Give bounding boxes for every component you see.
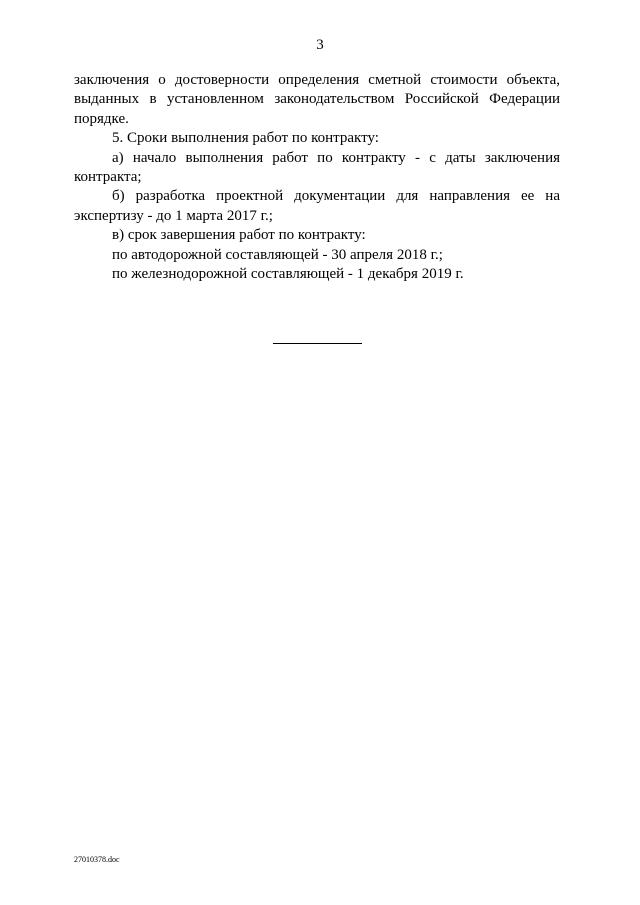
item-a-paragraph: а) начало выполнения работ по контракту - с даты заключения контракта; — [74, 149, 560, 186]
document-body — [74, 71, 560, 284]
item-v-road-deadline: по автодорожной составляющей - 30 апреля 2018 г.; — [112, 246, 443, 263]
end-separator-line — [273, 343, 362, 344]
footer-file-code: 27010378.doc — [74, 855, 120, 864]
item-v-paragraph: в) срок завершения работ по контракту: — [112, 227, 366, 244]
item-b-paragraph: б) разработка проектной документации для направления ее на экспертизу - до 1 марта 2017 г.; — [74, 188, 560, 224]
item-v-rail-deadline: по железнодорожной составляющей - 1 декабря 2019 г. — [112, 266, 464, 283]
item-5-heading: 5. Сроки выполнения работ по контракту: — [112, 130, 379, 147]
continuation-paragraph: заключения о достоверности определения сметной стоимости объекта, выданных в установленном законодательством Российской Федерации порядке. — [74, 72, 560, 127]
page-number: 3 — [316, 37, 324, 53]
